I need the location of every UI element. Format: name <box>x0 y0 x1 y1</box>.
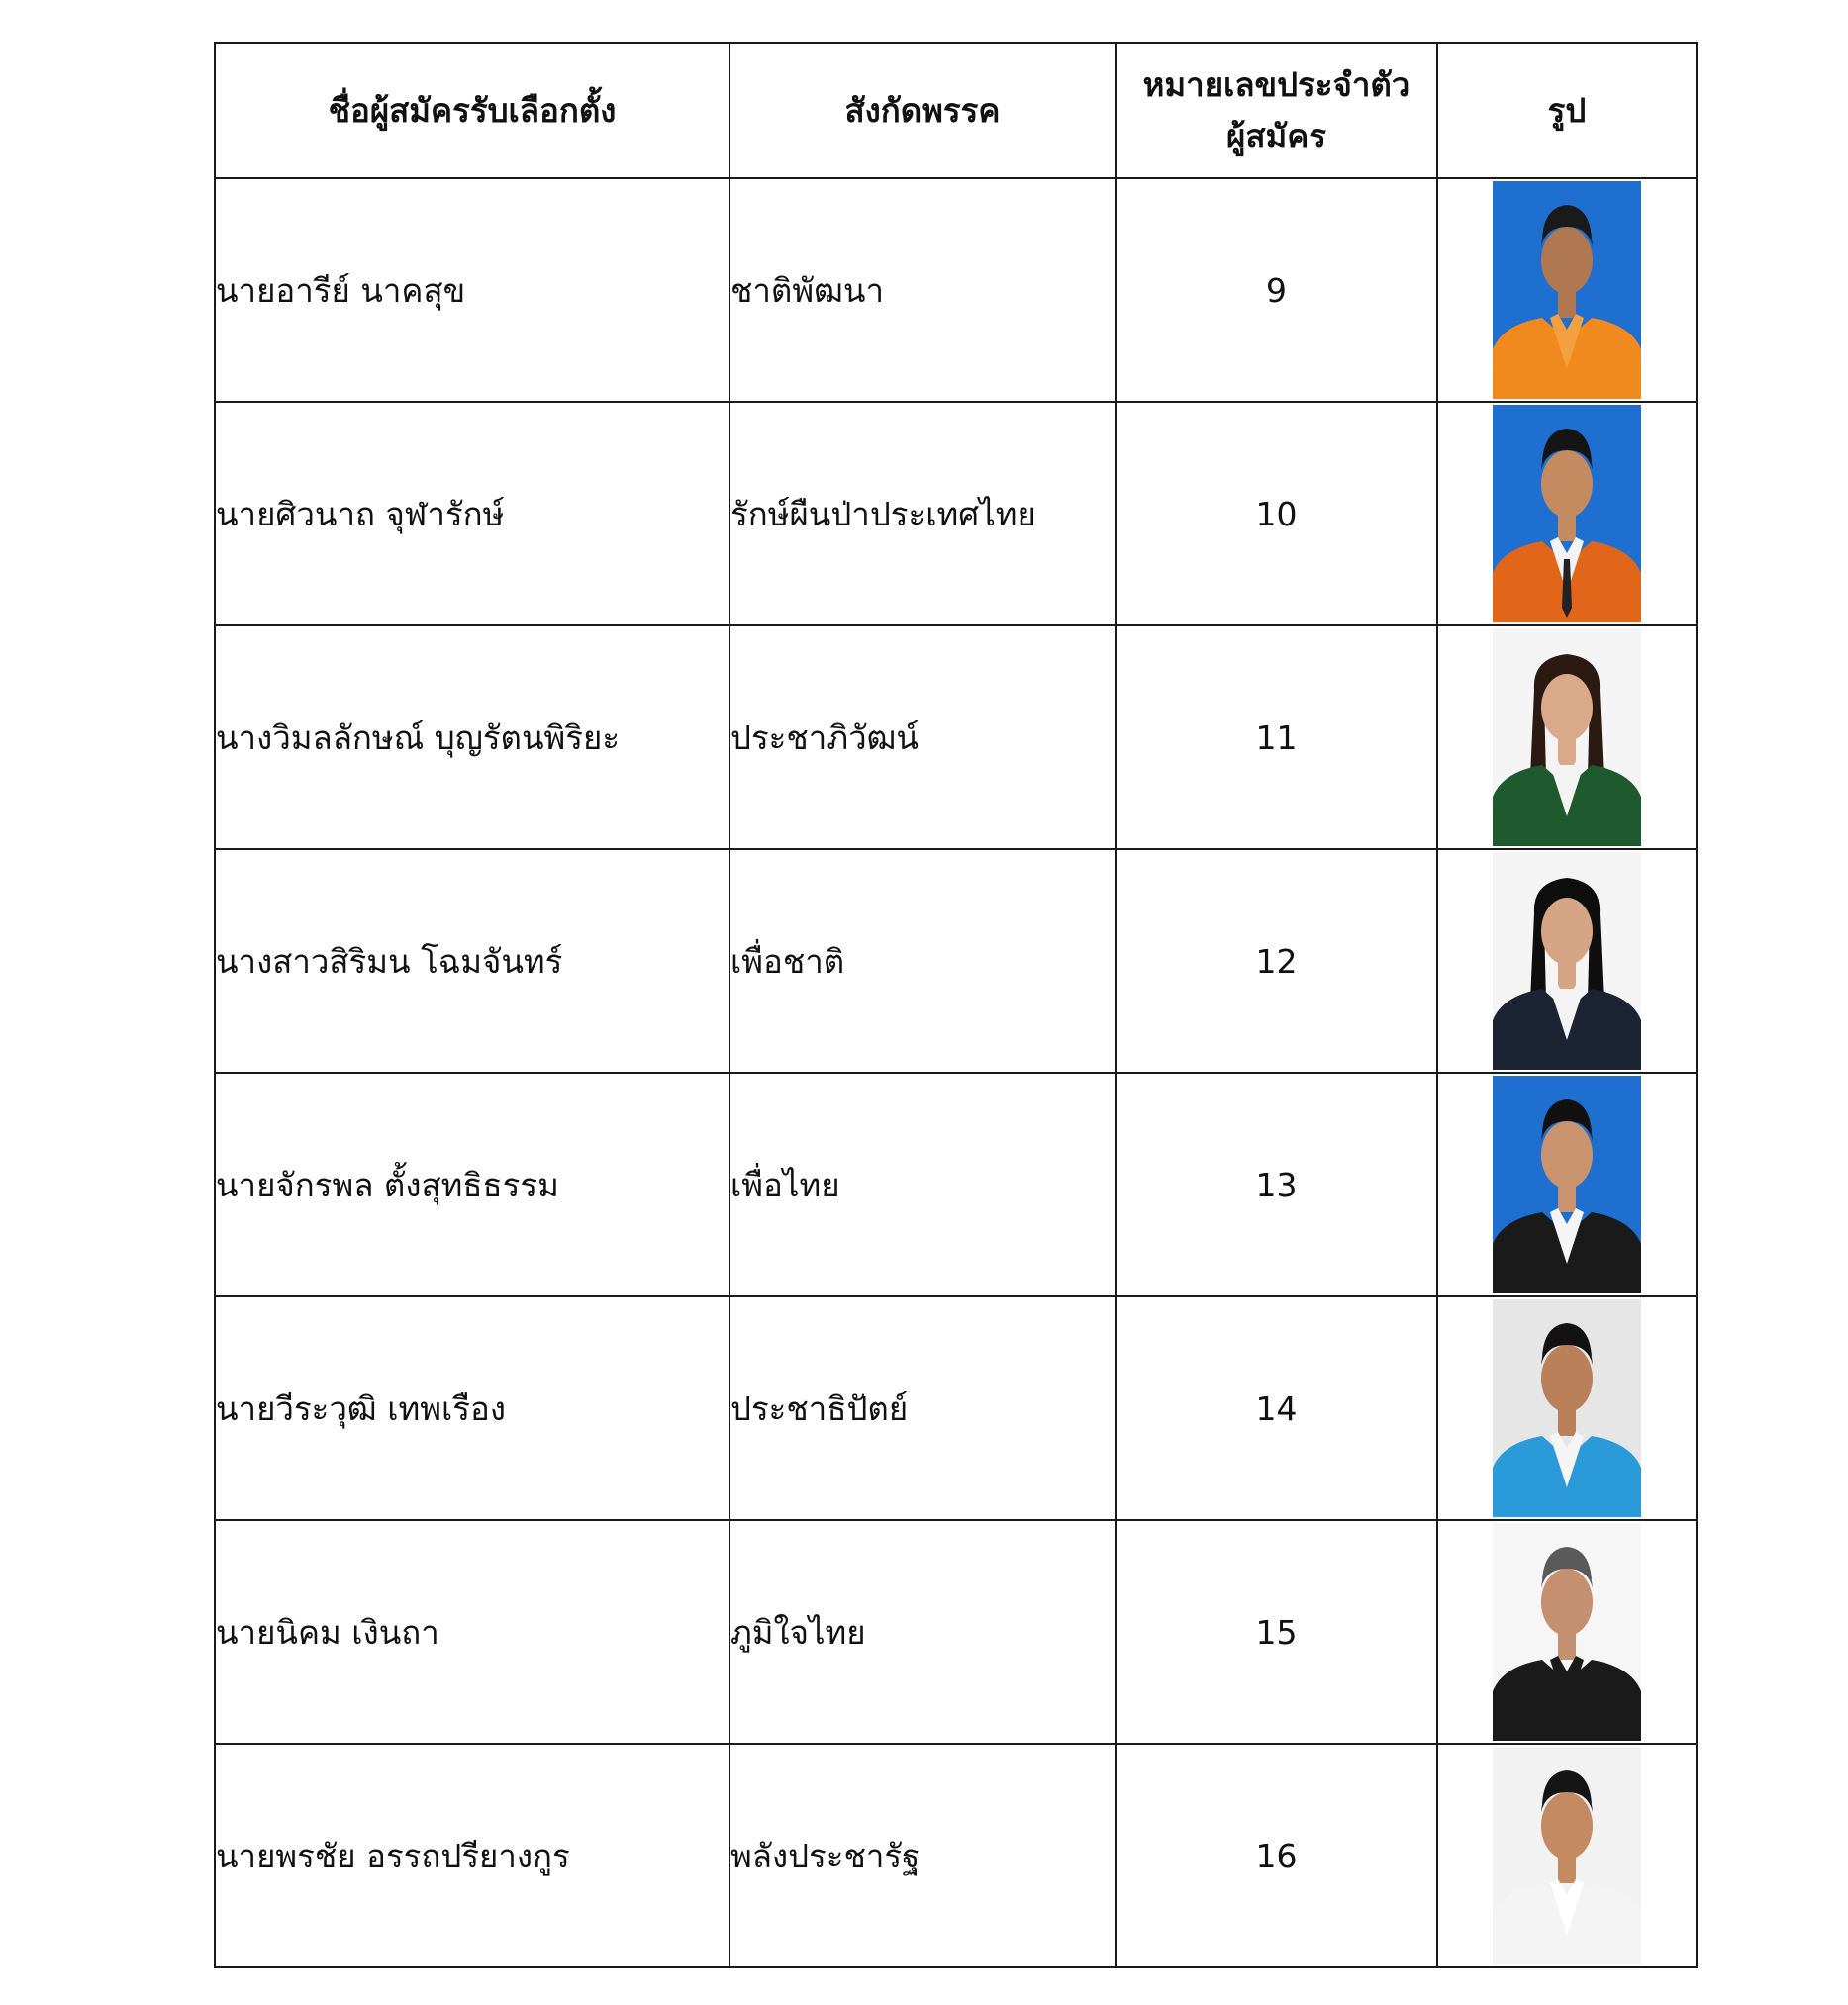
candidate-party: ประชาภิวัฒน์ <box>729 625 1116 849</box>
candidate-party: รักษ์ผืนป่าประเทศไทย <box>729 402 1116 625</box>
candidate-number: 11 <box>1116 625 1437 849</box>
candidate-portrait <box>1493 1523 1641 1741</box>
candidate-name: นายอารีย์ นาคสุข <box>215 178 729 402</box>
candidate-name: นายนิคม เงินถา <box>215 1520 729 1744</box>
table-header <box>215 43 1697 178</box>
candidate-party: พลังประชารัฐ <box>729 1744 1116 1967</box>
candidate-portrait <box>1493 852 1641 1070</box>
candidate-number: 13 <box>1116 1073 1437 1296</box>
candidate-name: นายจักรพล ตั้งสุทธิธรรม <box>215 1073 729 1296</box>
candidate-portrait <box>1493 628 1641 846</box>
candidate-portrait <box>1493 1299 1641 1517</box>
candidate-table <box>214 42 1698 1968</box>
table-row <box>215 402 1697 625</box>
header-number-line2: ผู้สมัคร <box>1225 116 1327 155</box>
candidate-photo-cell <box>1437 178 1697 402</box>
candidate-portrait <box>1493 181 1641 399</box>
candidate-photo-cell <box>1437 849 1697 1073</box>
table-row <box>215 849 1697 1073</box>
candidate-party: ภูมิใจไทย <box>729 1520 1116 1744</box>
table-row <box>215 625 1697 849</box>
header-candidate-number <box>1116 43 1437 178</box>
candidate-number: 10 <box>1116 402 1437 625</box>
candidate-photo-cell <box>1437 402 1697 625</box>
candidate-photo-cell <box>1437 1744 1697 1967</box>
candidate-number: 12 <box>1116 849 1437 1073</box>
candidate-photo-cell <box>1437 1296 1697 1520</box>
table-body <box>215 178 1697 1967</box>
candidate-name: นางสาวสิริมน โฉมจันทร์ <box>215 849 729 1073</box>
candidate-party: เพื่อไทย <box>729 1073 1116 1296</box>
candidate-number: 16 <box>1116 1744 1437 1967</box>
table-row <box>215 1520 1697 1744</box>
header-party: สังกัดพรรค <box>729 43 1116 178</box>
candidate-photo-cell <box>1437 625 1697 849</box>
candidate-portrait <box>1493 1076 1641 1293</box>
candidate-photo-cell <box>1437 1073 1697 1296</box>
candidate-number: 9 <box>1116 178 1437 402</box>
header-photo: รูป <box>1437 43 1697 178</box>
candidate-name: นายพรชัย อรรถปรียางกูร <box>215 1744 729 1967</box>
candidate-party: ประชาธิปัตย์ <box>729 1296 1116 1520</box>
candidate-name: นายวีระวุฒิ เทพเรือง <box>215 1296 729 1520</box>
candidate-photo-cell <box>1437 1520 1697 1744</box>
table-row <box>215 1744 1697 1967</box>
header-candidate-name: ชื่อผู้สมัครรับเลือกตั้ง <box>215 43 729 178</box>
candidate-number: 14 <box>1116 1296 1437 1520</box>
candidate-party: เพื่อชาติ <box>729 849 1116 1073</box>
header-number-line1: หมายเลขประจำตัว <box>1142 65 1410 105</box>
header-row <box>215 43 1697 178</box>
candidate-name: นางวิมลลักษณ์ บุญรัตนพิริยะ <box>215 625 729 849</box>
candidate-portrait <box>1493 405 1641 622</box>
candidate-name: นายศิวนาถ จุฬารักษ์ <box>215 402 729 625</box>
candidate-party: ชาติพัฒนา <box>729 178 1116 402</box>
table-row <box>215 1296 1697 1520</box>
candidate-portrait <box>1493 1747 1641 1964</box>
candidate-number: 15 <box>1116 1520 1437 1744</box>
table-row <box>215 1073 1697 1296</box>
table-row <box>215 178 1697 402</box>
